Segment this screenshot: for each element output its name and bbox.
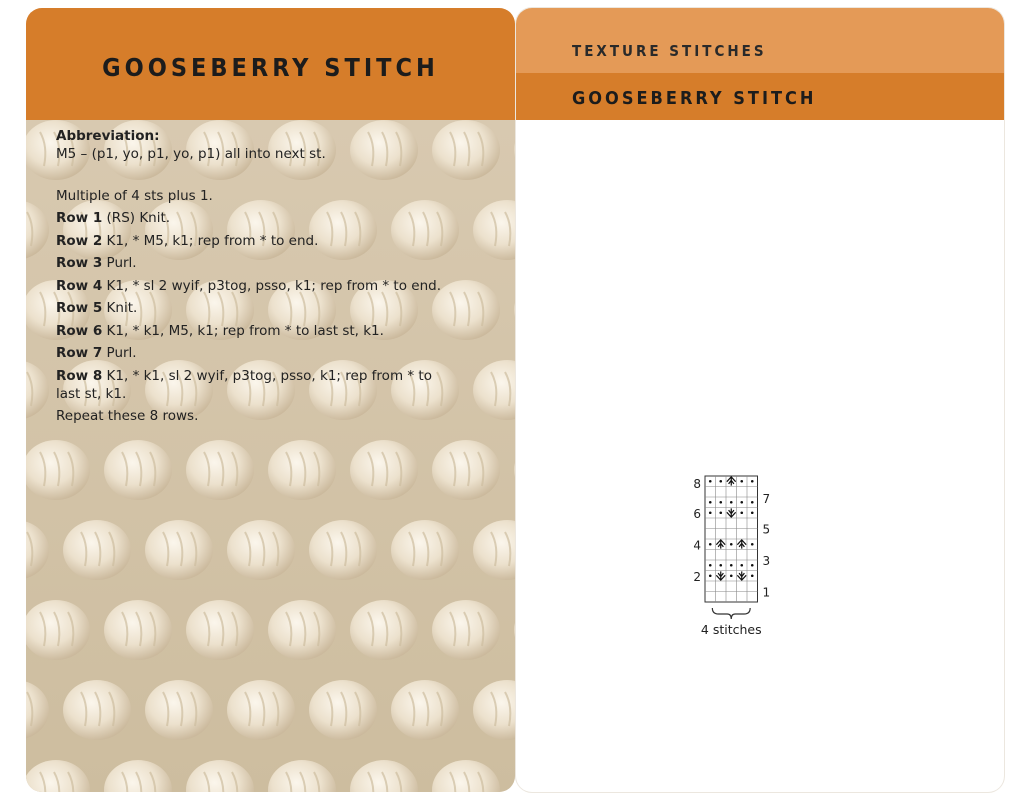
purl-dot-symbol xyxy=(730,501,733,504)
yarn-bobble xyxy=(268,440,336,500)
row-label: Row 3 xyxy=(56,255,103,271)
purl-dot-symbol xyxy=(740,564,743,567)
purl-dot-symbol xyxy=(740,511,743,514)
left-header-band xyxy=(26,8,515,120)
chart-row-number: 5 xyxy=(762,522,771,537)
yarn-bobble xyxy=(63,520,131,580)
yarn-bobble xyxy=(104,440,172,500)
yarn-bobble xyxy=(186,440,254,500)
purl-dot-symbol xyxy=(719,564,722,567)
yarn-bobble xyxy=(432,440,500,500)
row-text: Knit. xyxy=(102,300,138,316)
row-text: K1, * k1, sl 2 wyif, p3tog, psso, k1; rep from * to last st, k1. xyxy=(56,367,432,402)
stitch-title: GOOSEBERRY STITCH xyxy=(572,88,817,109)
row-4 xyxy=(56,277,451,295)
repeat-label: 4 stitches xyxy=(700,622,762,637)
row-label: Row 5 xyxy=(56,300,103,316)
row-6 xyxy=(56,322,451,340)
purl-dot-symbol xyxy=(751,511,754,514)
yarn-bobble xyxy=(391,680,459,740)
purl-dot-symbol xyxy=(709,511,712,514)
row-label: Row 4 xyxy=(56,277,103,294)
row-label: Row 2 xyxy=(56,232,103,249)
yarn-bobble xyxy=(432,600,500,660)
row-text: K1, * k1, M5, k1; rep from * to last st, k1. xyxy=(102,322,384,339)
yarn-bobble xyxy=(104,600,172,660)
abbreviation-text: M5 – (p1, yo, p1, yo, p1) all into next st. xyxy=(56,146,326,162)
purl-dot-symbol xyxy=(740,480,743,483)
repeat-text: Repeat these 8 rows. xyxy=(56,408,199,424)
chart-row-number: 3 xyxy=(762,554,771,569)
yarn-bobble xyxy=(350,440,418,500)
purl-dot-symbol xyxy=(709,574,712,577)
purl-dot-symbol xyxy=(751,543,754,546)
purl-dot-symbol xyxy=(740,501,743,504)
chart-row-number: 1 xyxy=(762,585,771,600)
purl-dot-symbol xyxy=(751,480,754,483)
purl-dot-symbol xyxy=(751,574,754,577)
chart-row-number: 8 xyxy=(693,476,701,491)
row-label: Row 6 xyxy=(56,322,103,339)
row-3 xyxy=(56,254,451,272)
row-text: K1, * sl 2 wyif, p3tog, psso, k1; rep from * to end. xyxy=(102,277,442,294)
purl-dot-symbol xyxy=(709,480,712,483)
yarn-bobble xyxy=(227,680,295,740)
section-label: TEXTURE STITCHES xyxy=(572,42,767,60)
yarn-bobble xyxy=(145,520,213,580)
yarn-bobble xyxy=(145,680,213,740)
purl-dot-symbol xyxy=(751,501,754,504)
chart-row-number: 2 xyxy=(693,569,701,584)
chart-row-number: 6 xyxy=(693,506,701,521)
knitting-chart xyxy=(572,470,822,650)
purl-dot-symbol xyxy=(709,564,712,567)
chart-row-number: 7 xyxy=(762,492,771,507)
multiple-text: Multiple of 4 sts plus 1. xyxy=(56,187,213,204)
purl-dot-symbol xyxy=(719,480,722,483)
right-card xyxy=(516,8,1004,792)
section-band xyxy=(516,8,1004,73)
purl-dot-symbol xyxy=(709,501,712,504)
purl-dot-symbol xyxy=(709,543,712,546)
left-page-title: GOOSEBERRY STITCH xyxy=(102,53,439,82)
row-8 xyxy=(56,367,451,403)
purl-dot-symbol xyxy=(751,564,754,567)
abbreviation-heading: Abbreviation: xyxy=(56,128,160,144)
yarn-bobble xyxy=(309,680,377,740)
row-text: Purl. xyxy=(102,345,137,361)
yarn-bobble xyxy=(63,680,131,740)
row-text: Purl. xyxy=(102,255,137,271)
yarn-bobble xyxy=(268,600,336,660)
instructions xyxy=(56,127,451,430)
yarn-bobble xyxy=(391,520,459,580)
yarn-bobble xyxy=(186,600,254,660)
repeat-brace xyxy=(712,608,750,619)
purl-dot-symbol xyxy=(730,564,733,567)
row-2 xyxy=(56,232,451,250)
chart-row-number: 4 xyxy=(693,538,701,553)
row-label: Row 8 xyxy=(56,367,103,384)
row-label: Row 7 xyxy=(56,345,103,361)
row-1 xyxy=(56,209,451,227)
row-label: Row 1 xyxy=(56,210,103,226)
row-text: K1, * M5, k1; rep from * to end. xyxy=(102,232,319,249)
row-text: (RS) Knit. xyxy=(102,210,171,226)
purl-dot-symbol xyxy=(730,543,733,546)
purl-dot-symbol xyxy=(730,574,733,577)
row-7 xyxy=(56,344,451,362)
row-5 xyxy=(56,299,451,317)
purl-dot-symbol xyxy=(719,501,722,504)
yarn-bobble xyxy=(350,600,418,660)
yarn-bobble xyxy=(227,520,295,580)
purl-dot-symbol xyxy=(719,511,722,514)
yarn-bobble xyxy=(309,520,377,580)
